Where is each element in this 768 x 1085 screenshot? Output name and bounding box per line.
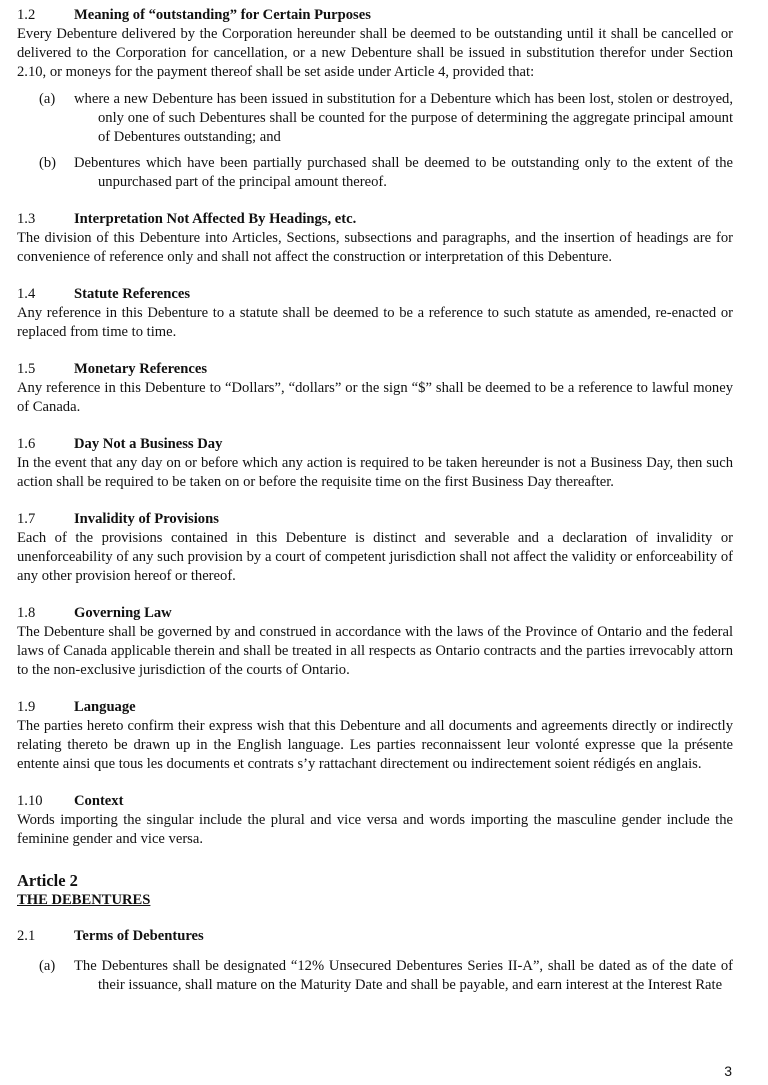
section-heading bbox=[17, 927, 733, 946]
section-title: Meaning of “outstanding” for Certain Purposes bbox=[74, 7, 371, 23]
section-body: The parties hereto confirm their express wish that this Debenture and all documents and agreements directly or indirectly relating thereto be drawn up in the English language. Les parties reconnaissent leur volonté expresse que la présente entente ainsi que tous les documents et contrats s’y rattachant directement ou indirectement soient rédigés en anglais. bbox=[17, 718, 733, 772]
section-number: 1.8 bbox=[17, 605, 36, 621]
section-body: In the event that any day on or before which any action is required to be taken hereunder is not a Business Day, then such action shall be required to be taken on or before the requisite time on the first Business Day thereafter. bbox=[17, 455, 733, 490]
section-number: 1.2 bbox=[17, 7, 36, 23]
item-label: (b) bbox=[39, 155, 57, 171]
section-title: Day Not a Business Day bbox=[74, 436, 223, 452]
section-heading bbox=[17, 510, 733, 529]
section-title: Interpretation Not Affected By Headings, etc. bbox=[74, 211, 357, 227]
section-body: The division of this Debenture into Articles, Sections, subsections and paragraphs, and the insertion of headings are for convenience of reference only and shall not affect the construction or interpretation of this Debenture. bbox=[17, 230, 733, 265]
section-body: The Debenture shall be governed by and construed in accordance with the laws of the Province of Ontario and the federal laws of Canada applicable therein and shall be treated in all respects as Ontario contracts and the parties irrevocably attorn to the non-exclusive jurisdiction of the courts of Ontario. bbox=[17, 624, 733, 678]
article-title: Article 2 bbox=[17, 871, 78, 890]
section-1-8 bbox=[17, 604, 733, 680]
section-number: 1.10 bbox=[17, 793, 43, 809]
page-number: 3 bbox=[724, 1063, 732, 1079]
section-title: Context bbox=[74, 793, 124, 809]
list-item bbox=[17, 154, 733, 192]
list-item bbox=[17, 90, 733, 147]
section-heading bbox=[17, 604, 733, 623]
article-subtitle: THE DEBENTURES bbox=[17, 892, 151, 908]
section-1-10 bbox=[17, 792, 733, 849]
section-number: 1.7 bbox=[17, 511, 36, 527]
document-page bbox=[17, 6, 733, 1013]
section-body: Any reference in this Debenture to “Dollars”, “dollars” or the sign “$” shall be deemed to be a reference to lawful money of Canada. bbox=[17, 380, 733, 415]
section-heading bbox=[17, 435, 733, 454]
section-title: Language bbox=[74, 699, 136, 715]
section-body: Each of the provisions contained in this Debenture is distinct and severable and a declaration of invalidity or unenforceability of any such provision by a court of competent jurisdiction shall not affect the validity or enforceability of any other provision hereof or thereof. bbox=[17, 530, 733, 584]
section-1-9 bbox=[17, 698, 733, 774]
section-heading bbox=[17, 6, 733, 25]
section-number: 2.1 bbox=[17, 928, 36, 944]
sub-item-list bbox=[17, 90, 733, 192]
section-heading bbox=[17, 360, 733, 379]
section-body: Every Debenture delivered by the Corporation hereunder shall be deemed to be outstanding until it shall be cancelled or delivered to the Corporation for cancellation, or a new Debenture shall be issued in substitution therefor under Section 2.10, or moneys for the payment thereof shall be set aside under Article 4, provided that: bbox=[17, 26, 733, 80]
section-number: 1.6 bbox=[17, 436, 36, 452]
list-item bbox=[17, 957, 733, 995]
item-text: Debentures which have been partially purchased shall be deemed to be outstanding only to the extent of the unpurchased part of the principal amount thereof. bbox=[74, 155, 733, 190]
section-title: Invalidity of Provisions bbox=[74, 511, 219, 527]
section-number: 1.4 bbox=[17, 286, 36, 302]
section-body: Any reference in this Debenture to a statute shall be deemed to be a reference to such statute as amended, re-enacted or replaced from time to time. bbox=[17, 305, 733, 340]
sub-item-list bbox=[17, 957, 733, 995]
section-2-1 bbox=[17, 927, 733, 995]
section-1-6 bbox=[17, 435, 733, 492]
section-number: 1.9 bbox=[17, 699, 36, 715]
section-1-2 bbox=[17, 6, 733, 192]
section-1-7 bbox=[17, 510, 733, 586]
section-1-4 bbox=[17, 285, 733, 342]
section-heading bbox=[17, 792, 733, 811]
item-label: (a) bbox=[39, 958, 56, 974]
section-heading bbox=[17, 285, 733, 304]
item-text: where a new Debenture has been issued in substitution for a Debenture which has been lost, stolen or destroyed, only one of such Debentures shall be counted for the purpose of determining the aggregate principal amount of Debentures outstanding; and bbox=[74, 91, 733, 145]
section-title: Governing Law bbox=[74, 605, 172, 621]
article-heading bbox=[17, 871, 733, 910]
section-body: Words importing the singular include the plural and vice versa and words importing the masculine gender include the feminine gender and vice versa. bbox=[17, 812, 733, 847]
section-1-5 bbox=[17, 360, 733, 417]
section-heading bbox=[17, 698, 733, 717]
item-text: The Debentures shall be designated “12% Unsecured Debentures Series II-A”, shall be dated as of the date of their issuance, shall mature on the Maturity Date and shall be payable, and earn interest at the Interest Rate bbox=[74, 958, 733, 993]
section-number: 1.5 bbox=[17, 361, 36, 377]
item-label: (a) bbox=[39, 91, 56, 107]
section-title: Statute References bbox=[74, 286, 191, 302]
section-title: Terms of Debentures bbox=[74, 928, 204, 944]
section-title: Monetary References bbox=[74, 361, 208, 377]
section-1-3 bbox=[17, 210, 733, 267]
section-heading bbox=[17, 210, 733, 229]
section-number: 1.3 bbox=[17, 211, 36, 227]
